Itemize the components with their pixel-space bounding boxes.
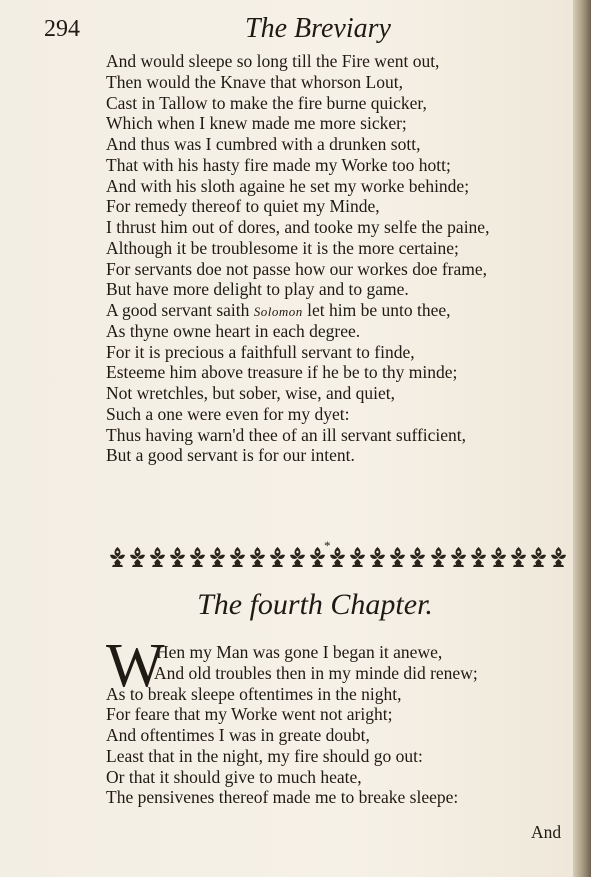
running-head: The Breviary — [245, 13, 391, 44]
verse-line: For feare that my Worke went not aright; — [106, 704, 393, 725]
verse-line: As to break sleepe oftentimes in the night, — [106, 683, 402, 704]
fleuron-ornament — [228, 545, 247, 569]
fleuron-ornament — [529, 545, 548, 569]
fleuron-ornament — [509, 545, 528, 569]
verse-line: And with his sloth againe he set my worke behinde; — [106, 175, 470, 196]
verse-line: Then would the Knave that whorson Lout, — [106, 71, 403, 92]
verse-line: And thus was I cumbred with a drunken sott, — [106, 134, 421, 154]
fleuron-ornament — [108, 545, 127, 569]
verse-block-two — [106, 642, 566, 808]
fleuron-ornament — [489, 545, 508, 569]
fleuron-ornament — [368, 545, 387, 569]
verse-line-tail: let him be unto thee, — [302, 300, 451, 320]
verse-line: And old troubles then in my minde did renew; — [154, 662, 478, 683]
fleuron-ornament — [429, 545, 448, 569]
fleuron-ornament — [348, 545, 367, 569]
page-gutter-shadow — [573, 0, 591, 877]
page-number: 294 — [44, 16, 80, 42]
fleuron-ornament — [408, 545, 427, 569]
verse-line: And oftentimes I was in greate doubt, — [106, 725, 370, 745]
fleuron-ornament — [469, 545, 488, 569]
verse-line: But have more delight to play and to game. — [106, 279, 409, 300]
verse-line: Least that in the night, my fire should go out: — [106, 745, 423, 766]
verse-line: Although it be troublesome it is the more certaine; — [106, 237, 459, 258]
ornament-asterisk: * — [324, 538, 331, 553]
verse-line: Which when I knew made me more sicker; — [106, 113, 407, 134]
fleuron-ornament — [128, 545, 147, 569]
ornament-rule — [108, 538, 568, 572]
verse-line-solomon — [106, 300, 566, 321]
verse-line: Hen my Man was gone I began it anewe, — [156, 642, 443, 662]
verse-line: The pensivenes thereof made me to breake sleepe: — [106, 787, 459, 808]
fleuron-ornament — [268, 545, 287, 569]
verse-line: Such a one were even for my dyet: — [106, 403, 350, 424]
drop-capital: W — [106, 632, 165, 700]
verse-line: And would sleepe so long till the Fire went out, — [106, 51, 440, 71]
verse-line: Or that it should give to much heate, — [106, 766, 362, 787]
fleuron-ornament — [208, 545, 227, 569]
chapter-heading: The fourth Chapter. — [197, 588, 433, 621]
fleuron-ornament — [388, 545, 407, 569]
verse-line: Thus having warn'd thee of an ill servant sufficient, — [106, 424, 467, 445]
verse-line: For remedy thereof to quiet my Minde, — [106, 196, 380, 217]
verse-line: Esteeme him above treasure if he be to thy minde; — [106, 362, 458, 383]
verse-line: As thyne owne heart in each degree. — [106, 320, 361, 341]
verse-block-one — [106, 51, 566, 466]
fleuron-ornament — [168, 545, 187, 569]
fleuron-ornament — [288, 545, 307, 569]
fleuron-ornament — [188, 545, 207, 569]
verse-line: But a good servant is for our intent. — [106, 445, 355, 466]
fleuron-ornament — [449, 545, 468, 569]
fleuron-ornament — [549, 545, 568, 569]
verse-line: For it is precious a faithfull servant to finde, — [106, 341, 415, 362]
fleuron-ornament — [328, 545, 347, 569]
name-solomon: Solomon — [253, 304, 303, 319]
verse-line-head: A good servant saith — [106, 300, 250, 320]
verse-line: Cast in Tallow to make the fire burne quicker, — [106, 92, 427, 113]
verse-line: I thrust him out of dores, and tooke my selfe the paine, — [106, 217, 490, 237]
fleuron-ornament — [248, 545, 267, 569]
verse-line: For servants doe not passe how our workes doe frame, — [106, 258, 488, 279]
fleuron-ornament — [148, 545, 167, 569]
verse-line: That with his hasty fire made my Worke too hott; — [106, 154, 451, 175]
verse-line: Not wretchles, but sober, wise, and quiet, — [106, 383, 395, 403]
catchword: And — [531, 822, 562, 842]
